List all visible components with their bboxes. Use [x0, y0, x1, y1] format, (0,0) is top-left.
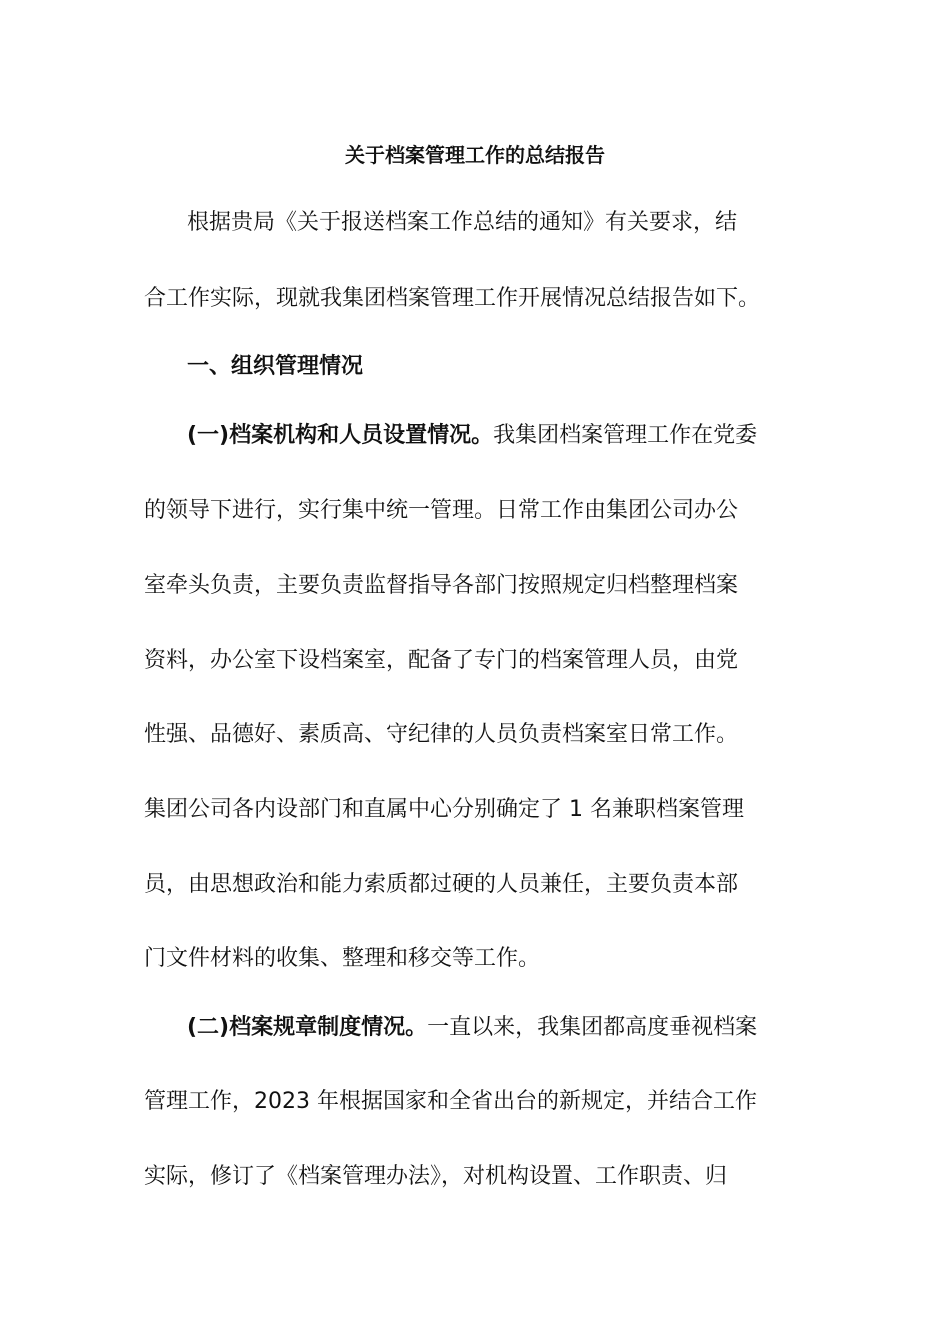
- document-title: 关于档案管理工作的总结报告: [345, 143, 605, 167]
- paragraph-line: 门文件材料的收集、整理和移交等工作。: [144, 946, 541, 971]
- subsection-2-lead-rest: 一直以来，我集团都高度垂视档案: [427, 1015, 758, 1040]
- paragraph-line: 实际，修订了《档案管理办法》，对机构设置、工作职责、归: [144, 1164, 728, 1189]
- paragraph-line: 管理工作，2023 年根据国家和全省出台的新规定，并结合工作: [144, 1089, 757, 1114]
- subsection-1-first-line: [187, 421, 806, 451]
- paragraph-line: 资料，办公室下设档案室，配备了专门的档案管理人员，由党: [144, 648, 739, 673]
- subsection-1-lead: (一)档案机构和人员设置情况。: [187, 423, 494, 448]
- intro-line-2: 合工作实际，现就我集团档案管理工作开展情况总结报告如下。: [144, 286, 761, 311]
- paragraph-line: 的领导下进行，实行集中统一管理。日常工作由集团公司办公: [144, 498, 739, 523]
- intro-line-1: 根据贵局《关于报送档案工作总结的通知》有关要求，结: [187, 210, 738, 235]
- section-heading: 一、组织管理情况: [187, 354, 364, 379]
- paragraph-line: 室牵头负责，主要负责监督指导各部门按照规定归档整理档案: [144, 573, 739, 598]
- subsection-1-lead-rest: 我集团档案管理工作在党委: [493, 423, 758, 448]
- paragraph-line: 性强、品德好、素质高、守纪律的人员负责档案室日常工作。: [144, 722, 739, 747]
- subsection-2-first-line: [187, 1013, 806, 1043]
- paragraph-line: 员，由思想政治和能力索质都过硬的人员兼任，主要负责本部: [144, 872, 739, 897]
- subsection-2-lead: (二)档案规章制度情况。: [187, 1015, 428, 1040]
- paragraph-line: 集团公司各内设部门和直属中心分别确定了 1 名兼职档案管理: [144, 797, 744, 822]
